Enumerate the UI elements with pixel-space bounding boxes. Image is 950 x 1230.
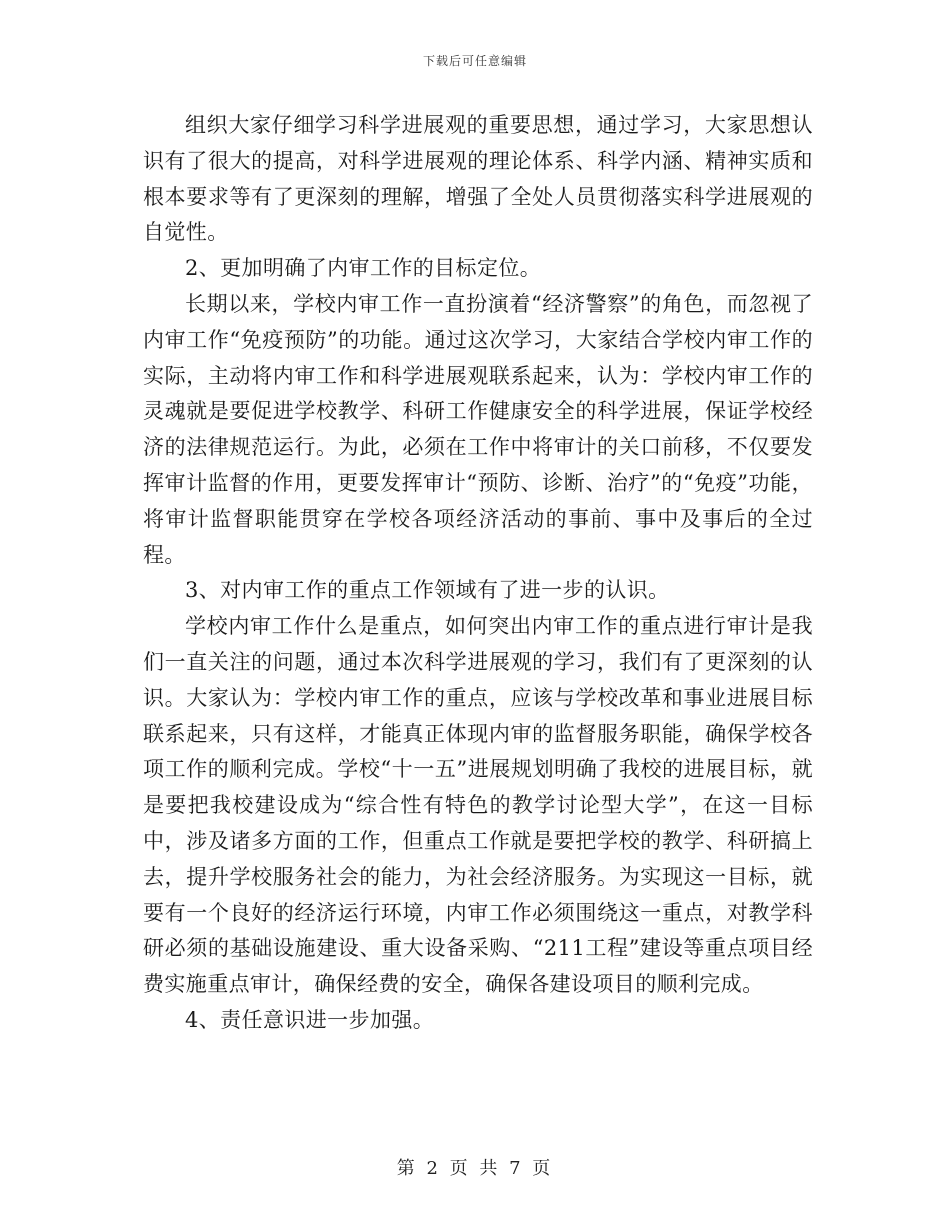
page-number: 第 2 页 共 7 页 xyxy=(396,1158,554,1179)
section-heading-2: 2、更加明确了内审工作的目标定位。 xyxy=(185,256,542,281)
paragraph-study-summary: 组织大家仔细学习科学进展观的重要思想，通过学习，大家思想认识有了很大的提高，对科学进展观的理论体系、科学内涵、精神实质和根本要求等有了更深刻的理解，增强了全处人员贯彻落实科学进展观的自觉性。 xyxy=(143,113,813,245)
document-body xyxy=(143,108,813,1039)
page-header: 下载后可任意编辑 xyxy=(422,54,527,68)
paragraph-audit-focus: 学校内审工作什么是重点，如何突出内审工作的重点进行审计是我们一直关注的问题，通过本次科学进展观的学习，我们有了更深刻的认识。大家认为：学校内审工作的重点，应该与学校改革和事业进展目标联系起来，只有这样，才能真正体现内审的监督服务职能，确保学校各项工作的顺利完成。学校“十一五”进展规划明确了我校的进展目标，就是要把我校建设成为“综合性有特色的教学讨论型大学”，在这一目标中，涉及诸多方面的工作，但重点工作就是要把学校的教学、科研搞上去，提升学校服务社会的能力，为社会经济服务。为实现这一目标，就要有一个良好的经济运行环境，内审工作必须围绕这一重点，对教学科研必须的基础设施建设、重大设备采购、“211工程”建设等重点项目经费实施重点审计，确保经费的安全，确保各建设项目的顺利完成。 xyxy=(143,614,813,997)
section-heading-3: 3、对内审工作的重点工作领域有了进一步的认识。 xyxy=(185,578,670,603)
paragraph-audit-positioning: 长期以来，学校内审工作一直扮演着“经济警察”的角色，而忽视了内审工作“免疫预防”的功能。通过这次学习，大家结合学校内审工作的实际，主动将内审工作和科学进展观联系起来，认为：学校内审工作的灵魂就是要促进学校教学、科研工作健康安全的科学进展，保证学校经济的法律规范运行。为此，必须在工作中将审计的关口前移，不仅要发挥审计监督的作用，更要发挥审计“预防、诊断、治疗”的“免疫”功能，将审计监督职能贯穿在学校各项经济活动的事前、事中及事后的全过程。 xyxy=(143,291,813,567)
section-heading-4: 4、责任意识进一步加强。 xyxy=(185,1007,435,1032)
